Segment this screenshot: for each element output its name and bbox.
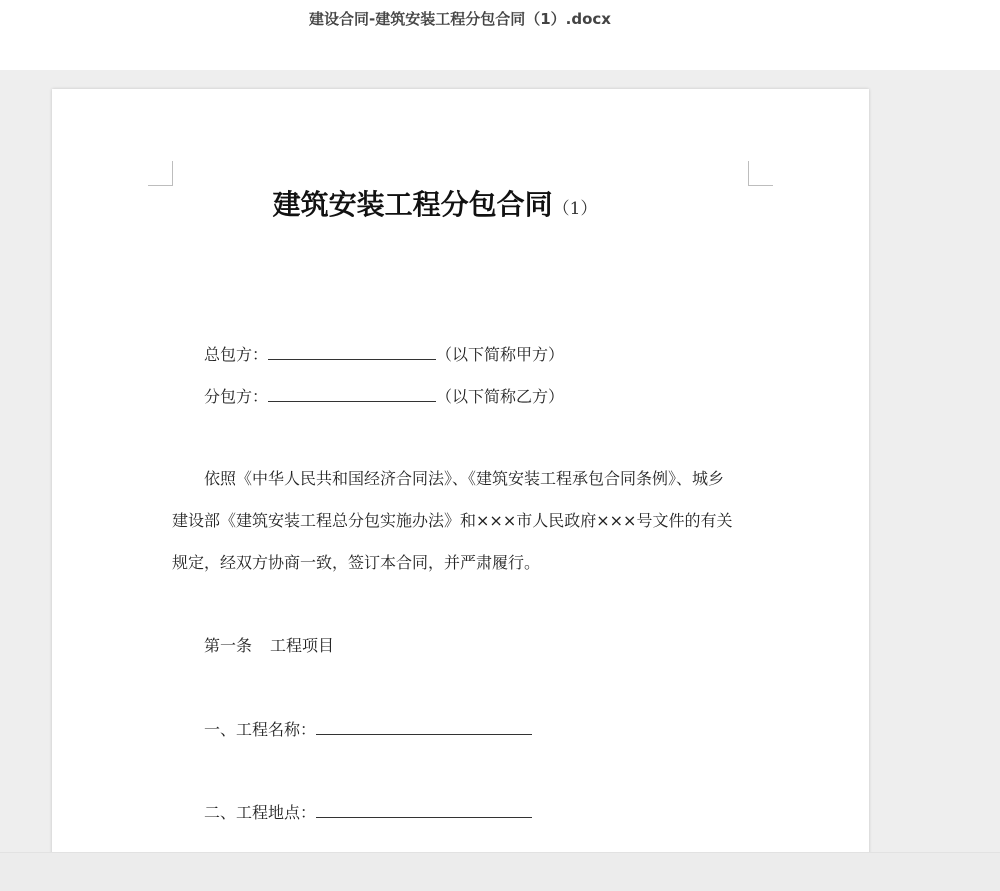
document-page[interactable] <box>52 89 869 852</box>
article-1-title: 工程项目 <box>270 636 335 655</box>
project-name-blank[interactable] <box>316 717 532 735</box>
project-name-label: 一、工程名称： <box>204 720 317 739</box>
preamble-line-2: 建设部《建筑安装工程总分包实施办法》和×××市人民政府×××号文件的有关 <box>172 511 733 530</box>
preamble-line-3: 规定，经双方协商一致，签订本合同，并严肃履行。 <box>172 553 541 572</box>
subcontractor-blank[interactable] <box>268 384 436 402</box>
document-title-suffix: （1） <box>552 199 598 219</box>
contractor-blank[interactable] <box>268 342 436 360</box>
contractor-line <box>172 342 564 367</box>
margin-corner-top-right <box>748 161 773 186</box>
document-title <box>52 185 818 229</box>
project-location-blank[interactable] <box>316 800 532 818</box>
title-bar <box>0 0 1000 70</box>
article-1-number: 第一条 <box>204 636 253 655</box>
subcontractor-note: （以下简称乙方） <box>436 387 565 406</box>
subcontractor-line <box>172 384 564 409</box>
contractor-note: （以下简称甲方） <box>436 345 565 364</box>
project-location-label: 二、工程地点： <box>204 803 317 822</box>
subcontractor-label: 分包方： <box>204 387 269 406</box>
bottom-bar <box>0 852 1000 891</box>
margin-corner-top-left <box>148 161 173 186</box>
preamble-line-1: 依照《中华人民共和国经济合同法》、《建筑安装工程承包合同条例》、城乡 <box>204 469 725 488</box>
project-name-line <box>172 717 532 742</box>
contractor-label: 总包方： <box>204 345 269 364</box>
document-workspace[interactable] <box>0 70 1000 852</box>
article-1-heading <box>172 634 334 658</box>
project-location-line <box>172 800 532 825</box>
document-title-text: 建筑安装工程分包合同 <box>272 188 553 221</box>
file-title: 建设合同-建筑安装工程分包合同（1）.docx <box>309 10 611 28</box>
